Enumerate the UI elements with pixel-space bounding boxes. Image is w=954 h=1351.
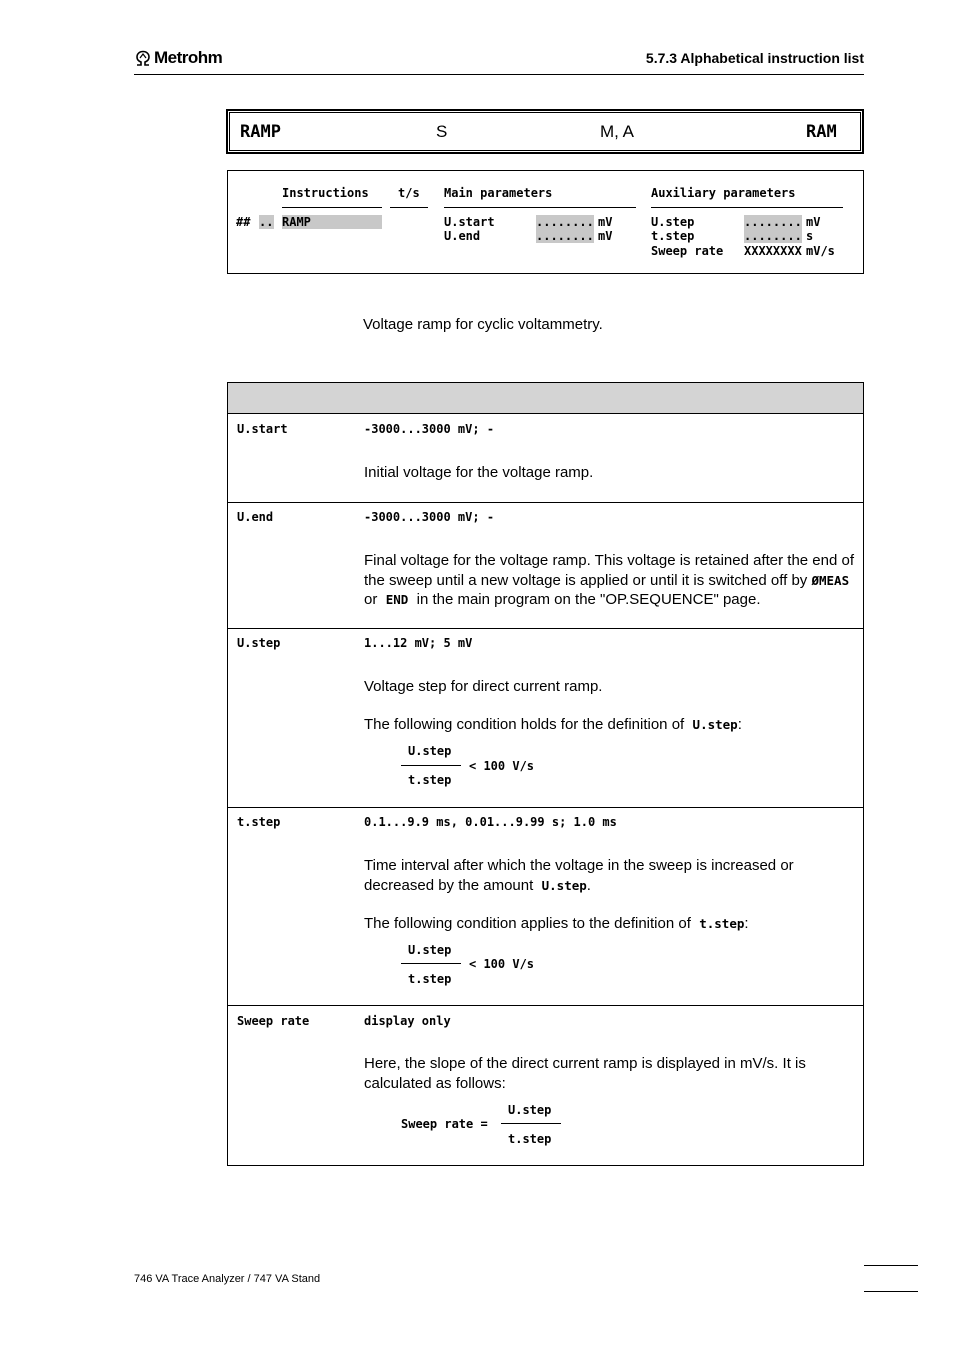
- col-aux-header: Auxiliary parameters: [651, 186, 796, 200]
- row-hash: ##: [236, 215, 251, 229]
- instruction-description: Voltage ramp for cyclic voltammetry.: [363, 316, 603, 333]
- formula-relation: < 100 V/s: [469, 957, 535, 971]
- aux-param-value: XXXXXXXX: [744, 244, 802, 258]
- instruction-abbr: RAM: [806, 122, 837, 142]
- main-param-label: U.start: [444, 215, 495, 229]
- col-ts-header: t/s: [398, 186, 420, 200]
- main-param-label: U.end: [444, 229, 481, 243]
- param-condition: The following condition applies to the definition of t.step:: [364, 915, 749, 932]
- param-name: Sweep rate: [237, 1014, 310, 1028]
- param-range: 0.1...9.9 ms, 0.01...9.99 s; 1.0 ms: [364, 815, 617, 829]
- footer-rule-top: [864, 1265, 918, 1266]
- instruction-layout-box: [227, 170, 864, 274]
- param-name: U.end: [237, 510, 274, 524]
- param-description: Initial voltage for the voltage ramp.: [364, 464, 594, 481]
- formula-fraction-bar: [401, 963, 461, 964]
- param-range: -3000...3000 mV; -: [364, 422, 495, 436]
- title-box-inner-border: [229, 112, 861, 151]
- instruction-title-box: [226, 109, 864, 154]
- formula-lhs: Sweep rate =: [401, 1117, 488, 1131]
- aux-param-label: t.step: [651, 229, 695, 243]
- row-dots: ..: [259, 215, 274, 229]
- row-divider: [228, 807, 863, 808]
- code-end: END: [385, 592, 409, 607]
- formula-fraction-bar: [401, 765, 461, 766]
- param-range: -3000...3000 mV; -: [364, 510, 495, 524]
- main-param-unit: mV: [598, 229, 613, 243]
- aux-param-label: U.step: [651, 215, 695, 229]
- param-description: Time interval after which the voltage in the sweep is increased or decreased by the amount U.step.: [364, 857, 794, 894]
- param-description: Voltage step for direct current ramp.: [364, 678, 603, 695]
- brand-logo: [134, 48, 222, 68]
- formula-numerator: U.step: [508, 1103, 552, 1117]
- row-divider: [228, 1005, 863, 1006]
- footer-rule-bottom: [864, 1291, 918, 1292]
- formula-denominator: t.step: [508, 1132, 552, 1146]
- underline-instructions: [282, 207, 382, 208]
- formula-denominator: t.step: [408, 972, 452, 986]
- aux-param-unit: s: [806, 229, 814, 243]
- underline-main: [444, 207, 636, 208]
- aux-param-value: ........: [744, 215, 802, 229]
- underline-aux: [651, 207, 843, 208]
- formula-numerator: U.step: [408, 943, 452, 957]
- brand-name: Metrohm: [154, 48, 223, 67]
- header-divider: [134, 74, 864, 75]
- parameter-table-header: [228, 383, 863, 414]
- param-range: display only: [364, 1014, 451, 1028]
- param-condition: The following condition holds for the definition of U.step:: [364, 716, 742, 733]
- aux-param-unit: mV/s: [806, 244, 835, 258]
- row-instruction-name: RAMP: [282, 215, 382, 229]
- param-description: Final voltage for the voltage ramp. This voltage is retained after the end of the sweep until a new voltage is applied or until it is switched off by ØMEAS or END in the main program on the "OP.SEQUENCE" page.: [364, 552, 855, 608]
- underline-ts: [390, 207, 428, 208]
- aux-param-value: ........: [744, 229, 802, 243]
- main-param-value: ........: [536, 215, 594, 229]
- row-divider: [228, 628, 863, 629]
- main-param-unit: mV: [598, 215, 613, 229]
- formula-relation: < 100 V/s: [469, 759, 535, 773]
- col-main-header: Main parameters: [444, 186, 553, 200]
- aux-param-label: Sweep rate: [651, 244, 724, 258]
- instruction-modes: M, A: [600, 122, 635, 141]
- instruction-name: RAMP: [240, 122, 281, 142]
- aux-param-unit: mV: [806, 215, 821, 229]
- param-name: U.step: [237, 636, 281, 650]
- row-divider: [228, 502, 863, 503]
- param-name: t.step: [237, 815, 281, 829]
- param-range: 1...12 mV; 5 mV: [364, 636, 473, 650]
- footer-product: 746 VA Trace Analyzer / 747 VA Stand: [134, 1273, 321, 1285]
- col-instructions-header: Instructions: [282, 186, 369, 200]
- formula-numerator: U.step: [408, 744, 452, 758]
- formula-denominator: t.step: [408, 773, 452, 787]
- instruction-type: S: [436, 122, 448, 141]
- code-omeas: ØMEAS: [811, 572, 850, 588]
- param-description: Here, the slope of the direct current ramp is displayed in mV/s. It is calculated as follows:: [364, 1055, 806, 1092]
- parameter-table: [227, 382, 864, 1166]
- metrohm-omega-icon: [134, 50, 152, 66]
- formula-fraction-bar: [501, 1123, 561, 1124]
- param-name: U.start: [237, 422, 288, 436]
- section-title: 5.7.3 Alphabetical instruction list: [645, 50, 864, 66]
- main-param-value: ........: [536, 229, 594, 243]
